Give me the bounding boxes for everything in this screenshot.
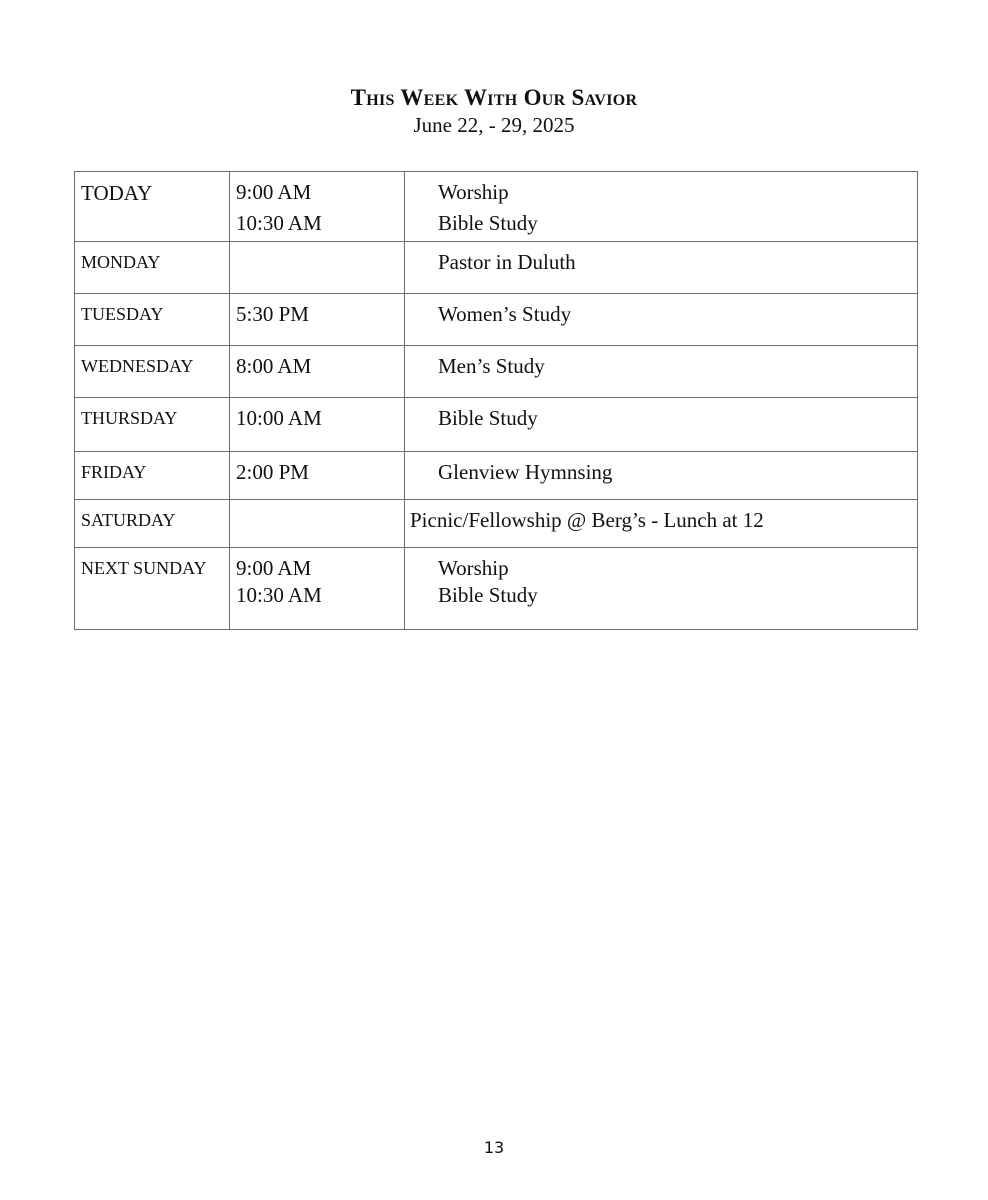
- time-value: 9:00 AM: [236, 556, 312, 580]
- event-cell: [405, 500, 918, 548]
- day-label: NEXT SUNDAY: [81, 558, 207, 578]
- table-row: [75, 398, 918, 452]
- time-cell: [230, 548, 405, 630]
- time-cell: [230, 242, 405, 294]
- event-value: Worship: [438, 556, 509, 580]
- event-cell: [405, 452, 918, 500]
- event-value: Worship: [438, 180, 509, 204]
- page-header: [0, 84, 988, 138]
- day-cell: [75, 172, 230, 242]
- day-cell: [75, 294, 230, 346]
- day-cell: [75, 548, 230, 630]
- day-cell: [75, 398, 230, 452]
- event-cell: [405, 398, 918, 452]
- time-cell: [230, 398, 405, 452]
- event-value: Picnic/Fellowship @ Berg’s - Lunch at 12: [410, 508, 764, 532]
- day-label: TODAY: [81, 181, 153, 205]
- time-value: 10:30 AM: [236, 211, 322, 235]
- time-value: 10:30 AM: [236, 583, 322, 607]
- day-cell: [75, 346, 230, 398]
- time-value: 8:00 AM: [236, 354, 312, 378]
- event-value: Bible Study: [438, 211, 538, 235]
- day-label: FRIDAY: [81, 462, 147, 482]
- day-cell: [75, 500, 230, 548]
- page-number: 13: [483, 1138, 505, 1157]
- event-value: Pastor in Duluth: [438, 250, 576, 274]
- day-cell: [75, 452, 230, 500]
- event-cell: [405, 294, 918, 346]
- table-row: [75, 548, 918, 630]
- event-value: Bible Study: [438, 406, 538, 430]
- event-cell: [405, 346, 918, 398]
- event-value: Women’s Study: [438, 302, 572, 326]
- time-cell: [230, 294, 405, 346]
- event-value: Glenview Hymnsing: [438, 460, 613, 484]
- table-row: [75, 294, 918, 346]
- event-value: Men’s Study: [438, 354, 545, 378]
- time-value: 10:00 AM: [236, 406, 322, 430]
- table-row: [75, 500, 918, 548]
- table-row: [75, 452, 918, 500]
- time-cell: [230, 346, 405, 398]
- day-label: THURSDAY: [81, 408, 178, 428]
- time-value: 5:30 PM: [236, 302, 309, 326]
- time-cell: [230, 500, 405, 548]
- weekly-schedule-table: [74, 171, 918, 630]
- event-cell: [405, 548, 918, 630]
- time-cell: [230, 452, 405, 500]
- day-label: MONDAY: [81, 252, 161, 272]
- day-label: SATURDAY: [81, 510, 176, 530]
- day-cell: [75, 242, 230, 294]
- table-row: [75, 346, 918, 398]
- day-label: TUESDAY: [81, 304, 164, 324]
- event-cell: [405, 172, 918, 242]
- day-label: WEDNESDAY: [81, 356, 194, 376]
- date-range: June 22, - 29, 2025: [413, 113, 575, 137]
- time-cell: [230, 172, 405, 242]
- table-row: [75, 172, 918, 242]
- table-row: [75, 242, 918, 294]
- event-value: Bible Study: [438, 583, 538, 607]
- event-cell: [405, 242, 918, 294]
- time-value: 2:00 PM: [236, 460, 309, 484]
- time-value: 9:00 AM: [236, 180, 312, 204]
- page-title: This Week With Our Savior: [350, 85, 638, 110]
